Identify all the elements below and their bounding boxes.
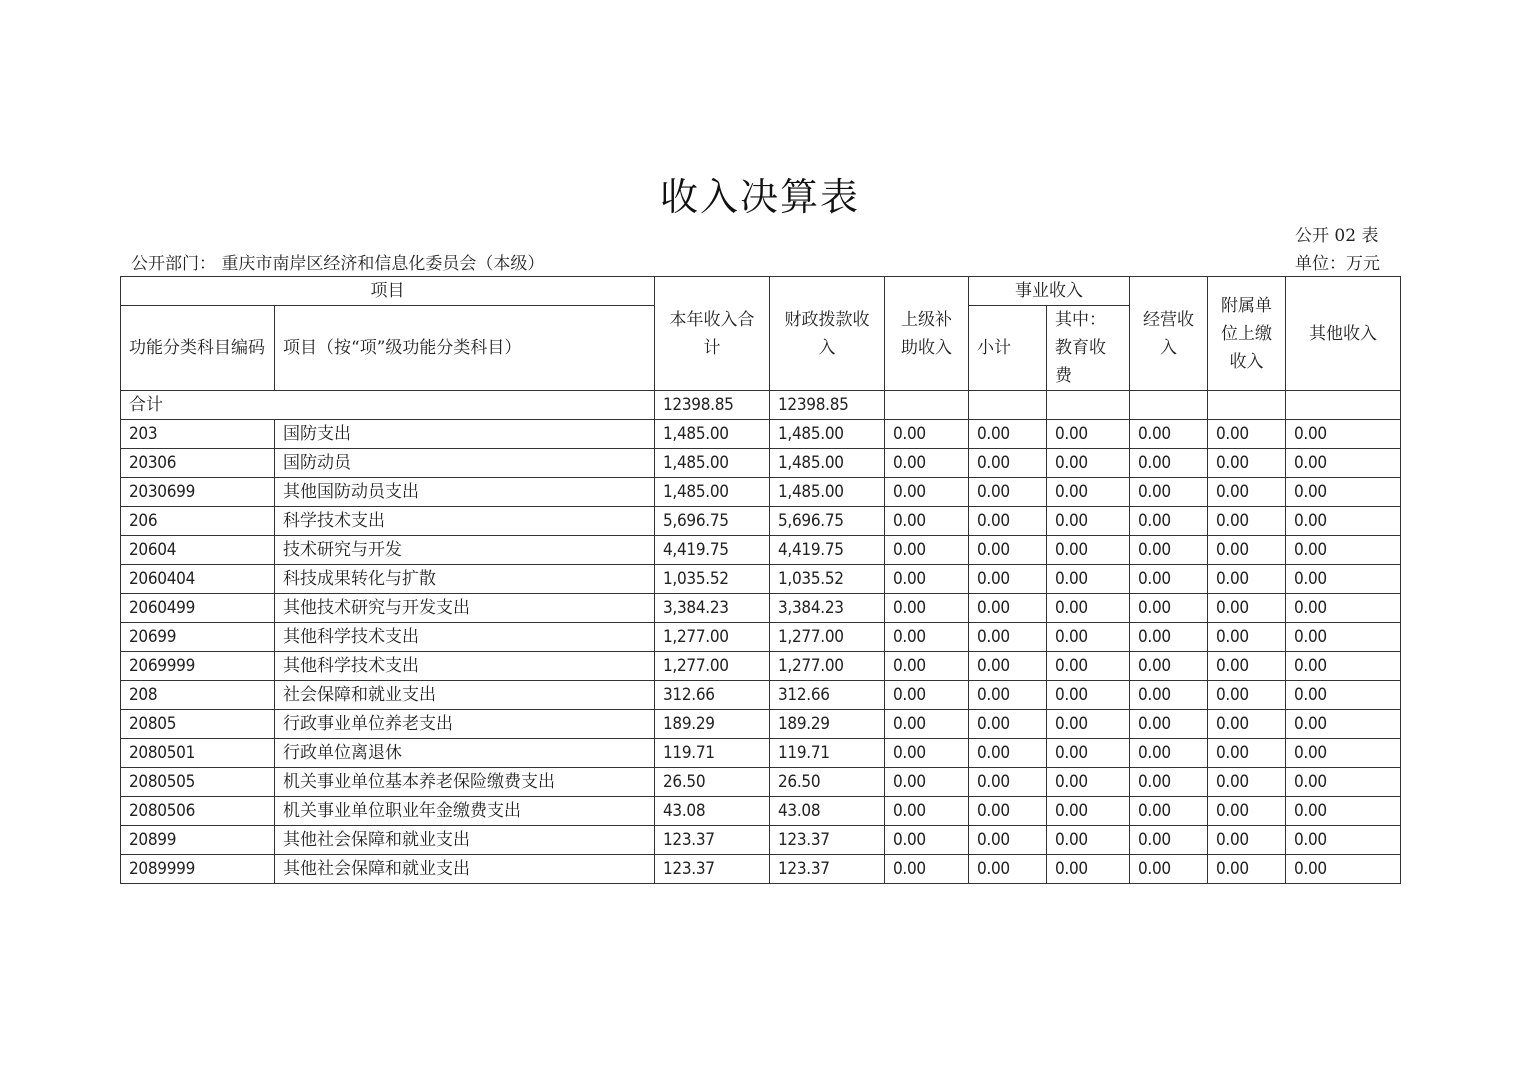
cell-other: 0.00: [1286, 594, 1401, 623]
cell-education: 0.00: [1047, 623, 1130, 652]
cell-superior: 0.00: [885, 623, 969, 652]
total-row: [121, 391, 1401, 420]
cell-education: 0.00: [1047, 565, 1130, 594]
cell-total: 3,384.23: [655, 594, 770, 623]
cell-operating: 0.00: [1130, 855, 1208, 884]
cell-superior: 0.00: [885, 449, 969, 478]
cell-name: 行政单位离退休: [275, 739, 655, 768]
cell-other: 0.00: [1286, 739, 1401, 768]
cell-other: 0.00: [1286, 652, 1401, 681]
cell-superior: 0.00: [885, 681, 969, 710]
cell-affiliated: 0.00: [1208, 681, 1286, 710]
cell-operating: 0.00: [1130, 826, 1208, 855]
cell-subtotal: 0.00: [969, 420, 1047, 449]
header-operating: 经营收入: [1130, 277, 1208, 391]
cell-superior: 0.00: [885, 594, 969, 623]
cell-code: 206: [121, 507, 275, 536]
cell-operating: 0.00: [1130, 449, 1208, 478]
cell-education: 0.00: [1047, 855, 1130, 884]
cell-education: 0.00: [1047, 478, 1130, 507]
cell-code: 203: [121, 420, 275, 449]
cell-affiliated: 0.00: [1208, 739, 1286, 768]
unit-label: 单位：万元: [1295, 254, 1380, 274]
cell-fiscal: 119.71: [770, 739, 885, 768]
table-row: [121, 652, 1401, 681]
cell-education: 0.00: [1047, 797, 1130, 826]
header-business-group: 事业收入: [969, 277, 1130, 306]
cell-education: 0.00: [1047, 710, 1130, 739]
table-row: [121, 507, 1401, 536]
cell-fiscal: 1,485.00: [770, 449, 885, 478]
cell-total: 26.50: [655, 768, 770, 797]
cell-total: 1,485.00: [655, 478, 770, 507]
cell-operating: 0.00: [1130, 768, 1208, 797]
header-subtotal: 小计: [969, 306, 1047, 391]
cell-other: 0.00: [1286, 536, 1401, 565]
cell-affiliated: 0.00: [1208, 710, 1286, 739]
cell-fiscal: 1,277.00: [770, 623, 885, 652]
header-item: 项目: [121, 277, 655, 306]
cell-operating: 0.00: [1130, 681, 1208, 710]
header-other: 其他收入: [1286, 277, 1401, 391]
table-row: [121, 623, 1401, 652]
cell-total: 1,277.00: [655, 623, 770, 652]
cell-other: 0.00: [1286, 565, 1401, 594]
cell-operating: 0.00: [1130, 420, 1208, 449]
cell-code: 2069999: [121, 652, 275, 681]
cell-operating: 0.00: [1130, 739, 1208, 768]
header-education: 其中：教育收费: [1047, 306, 1130, 391]
cell-affiliated: 0.00: [1208, 536, 1286, 565]
cell-subtotal: 0.00: [969, 536, 1047, 565]
cell-subtotal: 0.00: [969, 594, 1047, 623]
cell-operating: 0.00: [1130, 710, 1208, 739]
cell-name: 行政事业单位养老支出: [275, 710, 655, 739]
cell-affiliated: 0.00: [1208, 826, 1286, 855]
table-row: [121, 855, 1401, 884]
total-affiliated: [1208, 391, 1286, 420]
cell-subtotal: 0.00: [969, 710, 1047, 739]
table-row: [121, 594, 1401, 623]
cell-total: 123.37: [655, 826, 770, 855]
cell-code: 2060499: [121, 594, 275, 623]
cell-total: 1,485.00: [655, 420, 770, 449]
department-label: 公开部门： 重庆市南岸区经济和信息化委员会（本级）: [131, 254, 545, 274]
cell-total: 119.71: [655, 739, 770, 768]
cell-operating: 0.00: [1130, 565, 1208, 594]
cell-name: 国防支出: [275, 420, 655, 449]
cell-fiscal: 26.50: [770, 768, 885, 797]
cell-name: 其他国防动员支出: [275, 478, 655, 507]
cell-name: 国防动员: [275, 449, 655, 478]
cell-subtotal: 0.00: [969, 623, 1047, 652]
cell-operating: 0.00: [1130, 478, 1208, 507]
cell-affiliated: 0.00: [1208, 478, 1286, 507]
cell-subtotal: 0.00: [969, 478, 1047, 507]
cell-fiscal: 123.37: [770, 855, 885, 884]
header-name: 项目（按“项”级功能分类科目）: [275, 306, 655, 391]
cell-affiliated: 0.00: [1208, 507, 1286, 536]
cell-fiscal: 1,485.00: [770, 420, 885, 449]
cell-code: 20805: [121, 710, 275, 739]
cell-total: 1,277.00: [655, 652, 770, 681]
cell-subtotal: 0.00: [969, 739, 1047, 768]
cell-operating: 0.00: [1130, 507, 1208, 536]
header-fiscal: 财政拨款收入: [770, 277, 885, 391]
cell-name: 科学技术支出: [275, 507, 655, 536]
cell-name: 机关事业单位职业年金缴费支出: [275, 797, 655, 826]
cell-superior: 0.00: [885, 420, 969, 449]
cell-operating: 0.00: [1130, 797, 1208, 826]
cell-affiliated: 0.00: [1208, 623, 1286, 652]
cell-name: 科技成果转化与扩散: [275, 565, 655, 594]
cell-operating: 0.00: [1130, 594, 1208, 623]
cell-name: 其他科学技术支出: [275, 652, 655, 681]
total-fiscal: 12398.85: [770, 391, 885, 420]
cell-education: 0.00: [1047, 507, 1130, 536]
cell-superior: 0.00: [885, 565, 969, 594]
table-row: [121, 449, 1401, 478]
cell-affiliated: 0.00: [1208, 565, 1286, 594]
cell-education: 0.00: [1047, 594, 1130, 623]
cell-education: 0.00: [1047, 652, 1130, 681]
cell-fiscal: 5,696.75: [770, 507, 885, 536]
cell-fiscal: 189.29: [770, 710, 885, 739]
cell-code: 20899: [121, 826, 275, 855]
cell-other: 0.00: [1286, 681, 1401, 710]
cell-subtotal: 0.00: [969, 507, 1047, 536]
table-row: [121, 768, 1401, 797]
cell-other: 0.00: [1286, 478, 1401, 507]
cell-affiliated: 0.00: [1208, 855, 1286, 884]
table-row: [121, 710, 1401, 739]
cell-name: 社会保障和就业支出: [275, 681, 655, 710]
cell-total: 1,485.00: [655, 449, 770, 478]
cell-name: 其他社会保障和就业支出: [275, 826, 655, 855]
cell-total: 123.37: [655, 855, 770, 884]
cell-operating: 0.00: [1130, 623, 1208, 652]
cell-total: 43.08: [655, 797, 770, 826]
cell-affiliated: 0.00: [1208, 594, 1286, 623]
cell-superior: 0.00: [885, 710, 969, 739]
cell-subtotal: 0.00: [969, 855, 1047, 884]
cell-code: 2030699: [121, 478, 275, 507]
cell-superior: 0.00: [885, 797, 969, 826]
cell-subtotal: 0.00: [969, 826, 1047, 855]
cell-superior: 0.00: [885, 536, 969, 565]
table-row: [121, 739, 1401, 768]
cell-other: 0.00: [1286, 420, 1401, 449]
cell-other: 0.00: [1286, 623, 1401, 652]
cell-superior: 0.00: [885, 739, 969, 768]
income-table: [120, 276, 1401, 884]
total-total: 12398.85: [655, 391, 770, 420]
table-row: [121, 420, 1401, 449]
cell-education: 0.00: [1047, 826, 1130, 855]
table-row: [121, 681, 1401, 710]
cell-education: 0.00: [1047, 420, 1130, 449]
cell-superior: 0.00: [885, 478, 969, 507]
cell-code: 2080501: [121, 739, 275, 768]
cell-total: 5,696.75: [655, 507, 770, 536]
cell-subtotal: 0.00: [969, 565, 1047, 594]
cell-education: 0.00: [1047, 681, 1130, 710]
cell-fiscal: 4,419.75: [770, 536, 885, 565]
cell-fiscal: 1,035.52: [770, 565, 885, 594]
total-label: 合计: [121, 391, 655, 420]
cell-name: 技术研究与开发: [275, 536, 655, 565]
cell-superior: 0.00: [885, 826, 969, 855]
cell-name: 其他科学技术支出: [275, 623, 655, 652]
cell-total: 189.29: [655, 710, 770, 739]
cell-affiliated: 0.00: [1208, 449, 1286, 478]
cell-code: 2089999: [121, 855, 275, 884]
total-superior: [885, 391, 969, 420]
cell-superior: 0.00: [885, 855, 969, 884]
cell-total: 1,035.52: [655, 565, 770, 594]
cell-subtotal: 0.00: [969, 797, 1047, 826]
cell-other: 0.00: [1286, 768, 1401, 797]
header-code: 功能分类科目编码: [121, 306, 275, 391]
table-row: [121, 478, 1401, 507]
cell-code: 2080505: [121, 768, 275, 797]
cell-other: 0.00: [1286, 449, 1401, 478]
cell-fiscal: 3,384.23: [770, 594, 885, 623]
total-other: [1286, 391, 1401, 420]
form-number: 公开 02 表: [1295, 226, 1379, 246]
cell-code: 20699: [121, 623, 275, 652]
header-total: 本年收入合计: [655, 277, 770, 391]
total-subtotal: [969, 391, 1047, 420]
cell-subtotal: 0.00: [969, 681, 1047, 710]
cell-fiscal: 43.08: [770, 797, 885, 826]
cell-total: 312.66: [655, 681, 770, 710]
table-row: [121, 565, 1401, 594]
cell-operating: 0.00: [1130, 652, 1208, 681]
cell-code: 20306: [121, 449, 275, 478]
cell-code: 20604: [121, 536, 275, 565]
cell-other: 0.00: [1286, 855, 1401, 884]
cell-superior: 0.00: [885, 507, 969, 536]
cell-affiliated: 0.00: [1208, 797, 1286, 826]
cell-fiscal: 1,277.00: [770, 652, 885, 681]
cell-affiliated: 0.00: [1208, 652, 1286, 681]
cell-superior: 0.00: [885, 768, 969, 797]
cell-operating: 0.00: [1130, 536, 1208, 565]
table-row: [121, 536, 1401, 565]
cell-other: 0.00: [1286, 507, 1401, 536]
page-title: 收入决算表: [659, 175, 860, 219]
cell-total: 4,419.75: [655, 536, 770, 565]
cell-name: 其他社会保障和就业支出: [275, 855, 655, 884]
table-row: [121, 797, 1401, 826]
cell-education: 0.00: [1047, 536, 1130, 565]
cell-code: 2060404: [121, 565, 275, 594]
cell-other: 0.00: [1286, 710, 1401, 739]
cell-affiliated: 0.00: [1208, 768, 1286, 797]
cell-other: 0.00: [1286, 797, 1401, 826]
cell-code: 2080506: [121, 797, 275, 826]
cell-other: 0.00: [1286, 826, 1401, 855]
cell-education: 0.00: [1047, 768, 1130, 797]
cell-education: 0.00: [1047, 449, 1130, 478]
cell-superior: 0.00: [885, 652, 969, 681]
total-operating: [1130, 391, 1208, 420]
header-superior: 上级补助收入: [885, 277, 969, 391]
cell-fiscal: 312.66: [770, 681, 885, 710]
cell-subtotal: 0.00: [969, 449, 1047, 478]
cell-subtotal: 0.00: [969, 768, 1047, 797]
header-affiliated: 附属单位上缴收入: [1208, 277, 1286, 391]
cell-name: 其他技术研究与开发支出: [275, 594, 655, 623]
cell-fiscal: 1,485.00: [770, 478, 885, 507]
table-row: [121, 826, 1401, 855]
total-education: [1047, 391, 1130, 420]
cell-education: 0.00: [1047, 739, 1130, 768]
cell-name: 机关事业单位基本养老保险缴费支出: [275, 768, 655, 797]
cell-subtotal: 0.00: [969, 652, 1047, 681]
cell-affiliated: 0.00: [1208, 420, 1286, 449]
cell-fiscal: 123.37: [770, 826, 885, 855]
cell-code: 208: [121, 681, 275, 710]
